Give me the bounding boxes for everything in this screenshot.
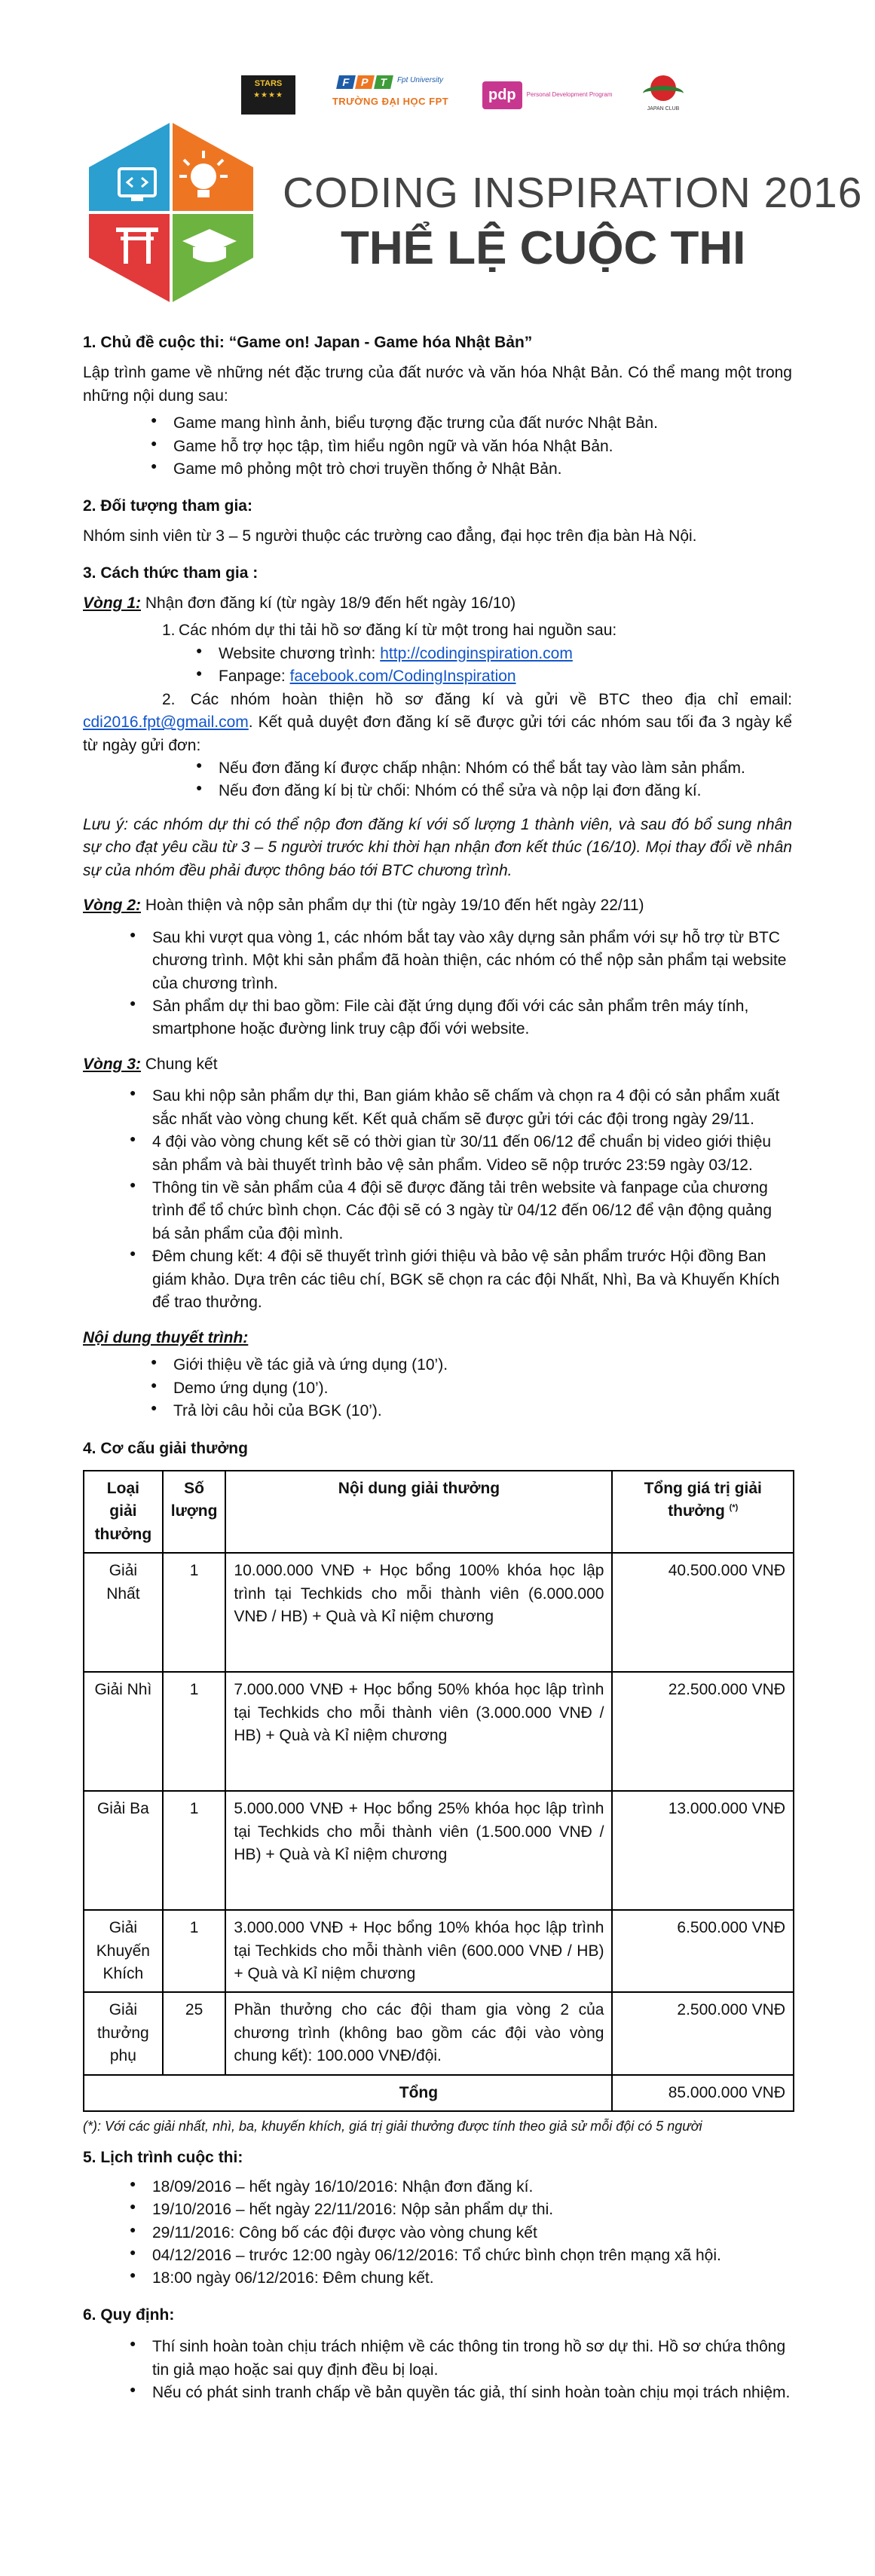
list-item: ● Game mang hình ảnh, biểu tượng đặc trưng của đất nước Nhật Bản. <box>151 412 792 435</box>
step-number: 2. <box>162 690 176 708</box>
list-item: ● Thí sinh hoàn toàn chịu trách nhiệm về các thông tin trong hồ sơ dự thi. Hồ sơ chứa thông tin giả mạo hoặc sai quy định đều bị loại. <box>130 2336 792 2382</box>
stars-logo-stars: ★★★★ <box>253 90 283 99</box>
list-item: ● Trả lời câu hỏi của BGK (10’). <box>151 1400 792 1422</box>
round1-sources <box>83 643 792 689</box>
prize-qty: 1 <box>163 1553 226 1672</box>
step-text: Các nhóm dự thi tải hồ sơ đăng kí từ một trong hai nguồn sau: <box>179 622 617 640</box>
website-label: Website chương trình: <box>219 644 381 662</box>
prize-total: 40.500.000 VNĐ <box>612 1553 794 1672</box>
total-blank-cell <box>84 2075 225 2111</box>
list-item: ● 4 đội vào vòng chung kết sẽ có thời gian từ 30/11 đến 06/12 để chuẩn bị video giới thiệu sản phẩm và bài thuyết trình bảo vệ sản phẩm. Video sẽ nộp trước 23:59 ngày 03/12. <box>130 1131 792 1177</box>
list-item: ● Sau khi vượt qua vòng 1, các nhóm bắt tay vào xây dựng sản phẩm với sự hỗ trợ từ BTC chương trình. Một khi sản phẩm đã hoàn thiện, các nhóm có thể nộp sản phẩm tại website của chương trình. <box>130 927 792 995</box>
column-header-qty: Số lượng <box>163 1471 226 1553</box>
section-schedule-heading: 5. Lịch trình cuộc thi: <box>83 2149 243 2167</box>
list-item: ● 04/12/2016 – trước 12:00 ngày 06/12/2016: Tổ chức bình chọn trên mạng xã hội. <box>130 2244 792 2267</box>
list-item <box>196 665 792 688</box>
table-row <box>84 1672 794 1791</box>
list-item: ● Nếu có phát sinh tranh chấp về bản quyền tác giả, thí sinh hoàn toàn chịu mọi trách nhiệm. <box>130 2382 792 2404</box>
list-item: ● 29/11/2016: Công bố các đội được vào vòng chung kết <box>130 2222 792 2244</box>
email-link[interactable]: cdi2016.fpt@gmail.com <box>83 714 249 732</box>
total-value: 85.000.000 VNĐ <box>612 2075 794 2111</box>
column-header-type: Loại giải thưởng <box>84 1471 163 1553</box>
round2-label: Vòng 2: <box>83 897 141 915</box>
website-link[interactable]: http://codinginspiration.com <box>380 644 573 662</box>
list-item: ● Game hỗ trợ học tập, tìm hiểu ngôn ngữ và văn hóa Nhật Bản. <box>151 435 792 458</box>
round1-text: Nhận đơn đăng kí (từ ngày 18/9 đến hết ngày 16/10) <box>141 594 516 612</box>
pdp-logo <box>482 75 614 115</box>
stars-logo <box>241 75 295 115</box>
section-participants-heading: 2. Đối tượng tham gia: <box>83 497 252 515</box>
round3-text: Chung kết <box>141 1055 218 1073</box>
section-prizes-heading: 4. Cơ cấu giải thưởng <box>83 1440 248 1458</box>
step-text: Các nhóm hoàn thiện hồ sơ đăng kí và gửi về BTC theo địa chỉ email: <box>190 690 792 708</box>
round1-step2 <box>83 689 792 757</box>
list-item: ● 18/09/2016 – hết ngày 16/10/2016: Nhận đơn đăng kí. <box>130 2176 792 2199</box>
total-label: Tổng <box>225 2075 612 2111</box>
list-item: ● Đêm chung kết: 4 đội sẽ thuyết trình giới thiệu và bảo vệ sản phẩm trước Hội đồng Ban giám khảo. Dựa trên các tiêu chí, BGK sẽ chọn ra các đội Nhất, Nhì, Ba và Khuyến Khích để trao thưởng. <box>130 1245 792 1314</box>
fanpage-link[interactable]: facebook.com/CodingInspiration <box>289 668 516 686</box>
page-subtitle: THỂ LỆ CUỘC THI <box>341 222 746 274</box>
fpt-university-tag: Fpt University <box>396 76 444 84</box>
prize-type: Giải thưởng phụ <box>84 1992 163 2074</box>
pdp-logo-mark: pdp <box>482 81 522 109</box>
prize-total: 2.500.000 VNĐ <box>612 1992 794 2074</box>
topic-list <box>83 412 792 481</box>
presentation-list <box>83 1354 792 1422</box>
round1-note: Lưu ý: các nhóm dự thi có thể nộp đơn đăng kí với số lượng 1 thành viên, và sau đó bổ sung nhân sự cho đạt yêu cầu từ 3 – 5 người trước khi thời hạn nhận đơn kết thúc (16/10). Mọi thay đổi về nhân sự của nhóm đều phải được thông báo tới BTC chương trình. <box>83 815 792 879</box>
table-total-row <box>84 2075 794 2111</box>
japan-club-logo <box>637 75 690 115</box>
step-number: 1. <box>162 622 176 640</box>
fpt-mark <box>315 75 466 89</box>
presentation-label: Nội dung thuyết trình: <box>83 1328 249 1346</box>
round2-line <box>83 894 792 917</box>
table-row <box>84 1910 794 1992</box>
list-item: ● Giới thiệu về tác giả và ứng dụng (10’). <box>151 1354 792 1377</box>
column-header-content: Nội dung giải thưởng <box>225 1471 612 1553</box>
prize-qty: 1 <box>163 1672 226 1791</box>
topic-title: “Game on! Japan - Game hóa Nhật Bản” <box>228 334 533 351</box>
list-item: ● Sản phẩm dự thi bao gồm: File cài đặt ứng dụng đối với các sản phẩm trên máy tính, smartphone hoặc đường link truy cập đối với website. <box>130 995 792 1041</box>
fpt-university-name: TRƯỜNG ĐẠI HỌC FPT <box>332 96 449 107</box>
prize-type: Giải Nhất <box>84 1553 163 1672</box>
table-row <box>84 1791 794 1910</box>
table-row <box>84 1553 794 1672</box>
table-row <box>84 1992 794 2074</box>
total-header-mark: (*) <box>729 1503 739 1513</box>
prize-total: 6.500.000 VNĐ <box>612 1910 794 1992</box>
topic-heading-prefix: 1. Chủ đề cuộc thi: <box>83 334 229 351</box>
sponsor-logos <box>241 75 724 121</box>
prize-total: 22.500.000 VNĐ <box>612 1672 794 1791</box>
fpt-letter-p: P <box>355 75 375 89</box>
pdp-logo-text: Personal Development Program <box>526 91 613 99</box>
list-item: ● Sau khi nộp sản phẩm dự thi, Ban giám khảo sẽ chấm và chọn ra 4 đội có sản phẩm xuất sắc nhất vào vòng chung kết. Kết quả chấm sẽ được gửi tới các đội trong ngày 29/11. <box>130 1085 792 1131</box>
stars-logo-text: STARS <box>254 79 283 88</box>
round1-line <box>83 592 792 615</box>
list-item <box>196 643 792 665</box>
presentation-line <box>83 1327 792 1349</box>
round1-outcomes <box>83 757 792 803</box>
prize-qty: 1 <box>163 1791 226 1910</box>
prize-content: 3.000.000 VNĐ + Học bổng 10% khóa học lập trình tại Techkids cho mỗi thành viên (600.000 VNĐ / HB) + Quà và Kỉ niệm chương <box>225 1910 612 1992</box>
prize-content: 5.000.000 VNĐ + Học bổng 25% khóa học lập trình tại Techkids cho mỗi thành viên (1.500.000 VNĐ / HB) + Quà và Kỉ niệm chương <box>225 1791 612 1910</box>
fpt-letter-f: F <box>336 75 356 89</box>
section-rules-heading: 6. Quy định: <box>83 2306 175 2324</box>
list-item: ● Game mô phỏng một trò chơi truyền thống ở Nhật Bản. <box>151 458 792 481</box>
round3-line <box>83 1053 792 1076</box>
topic-intro: Lập trình game về những nét đặc trưng của đất nước và văn hóa Nhật Bản. Có thể mang một trong những nội dung sau: <box>83 364 792 405</box>
round2-text: Hoàn thiện và nộp sản phẩm dự thi (từ ngày 19/10 đến hết ngày 22/11) <box>141 897 644 915</box>
section-topic-heading <box>83 332 792 354</box>
section-method-heading: 3. Cách thức tham gia : <box>83 564 259 582</box>
participants-text: Nhóm sinh viên từ 3 – 5 người thuộc các trường cao đẳng, đại học trên địa bàn Hà Nội. <box>83 527 697 545</box>
prize-footnote: (*): Với các giải nhất, nhì, ba, khuyến khích, giá trị giải thưởng được tính theo giả sử mỗi đội có 5 người <box>83 2119 702 2134</box>
round1-label: Vòng 1: <box>83 594 141 612</box>
prize-total: 13.000.000 VNĐ <box>612 1791 794 1910</box>
fpt-university-logo <box>315 75 466 115</box>
hexagon-emblem-icon <box>89 122 253 303</box>
prize-content: 7.000.000 VNĐ + Học bổng 50% khóa học lập trình tại Techkids cho mỗi thành viên (3.000.000 VNĐ / HB) + Quà và Kỉ niệm chương <box>225 1672 612 1791</box>
page-title: CODING INSPIRATION 2016 <box>283 169 863 217</box>
step-text-cont: . Kết quả duyệt đơn đăng kí sẽ được gửi tới các nhóm sau tối đa 3 ngày kể từ ngày gửi đơn: <box>83 714 792 754</box>
round3-list <box>83 1085 792 1314</box>
fanpage-label: Fanpage: <box>219 668 290 686</box>
prize-content: 10.000.000 VNĐ + Học bổng 100% khóa học lập trình tại Techkids cho mỗi thành viên (6.000.000 VNĐ / HB) + Quà và Kỉ niệm chương <box>225 1553 612 1672</box>
total-header-text: Tổng giá trị giải thưởng <box>644 1479 762 1520</box>
rules-content <box>83 332 792 2405</box>
prize-qty: 25 <box>163 1992 226 2074</box>
round1-step1 <box>162 619 792 642</box>
round3-label: Vòng 3: <box>83 1055 141 1073</box>
list-item: ● Nếu đơn đăng kí được chấp nhận: Nhóm có thể bắt tay vào làm sản phẩm. <box>196 757 792 780</box>
prize-qty: 1 <box>163 1910 226 1992</box>
list-item: ● 18:00 ngày 06/12/2016: Đêm chung kết. <box>130 2267 792 2290</box>
table-header-row <box>84 1471 794 1553</box>
round2-list <box>83 927 792 1041</box>
japan-club-text: JAPAN CLUB <box>647 106 680 112</box>
prize-table <box>83 1470 794 2112</box>
list-item: ● Demo ứng dụng (10’). <box>151 1377 792 1400</box>
prize-type: Giải Khuyến Khích <box>84 1910 163 1992</box>
prize-type: Giải Nhì <box>84 1672 163 1791</box>
coding-inspiration-emblem <box>89 122 253 303</box>
prize-content: Phần thưởng cho các đội tham gia vòng 2 của chương trình (không bao gồm các đội vào vòng chung kết): 100.000 VNĐ/đội. <box>225 1992 612 2074</box>
list-item: ● Thông tin về sản phẩm của 4 đội sẽ được đăng tải trên website và fanpage của chương trình để tổ chức bình chọn. Các đội sẽ có 3 ngày từ 04/12 đến 06/12 để vận động quảng bá sản phẩm của đội mình. <box>130 1177 792 1245</box>
list-item: ● Nếu đơn đăng kí bị từ chối: Nhóm có thể sửa và nộp lại đơn đăng kí. <box>196 780 792 802</box>
japan-club-sun-icon <box>650 75 676 101</box>
prize-type: Giải Ba <box>84 1791 163 1910</box>
fpt-letter-t: T <box>374 75 393 89</box>
column-header-total <box>612 1471 794 1553</box>
schedule-list <box>83 2176 792 2290</box>
list-item: ● 19/10/2016 – hết ngày 22/11/2016: Nộp sản phẩm dự thi. <box>130 2199 792 2221</box>
rules-list <box>83 2336 792 2404</box>
